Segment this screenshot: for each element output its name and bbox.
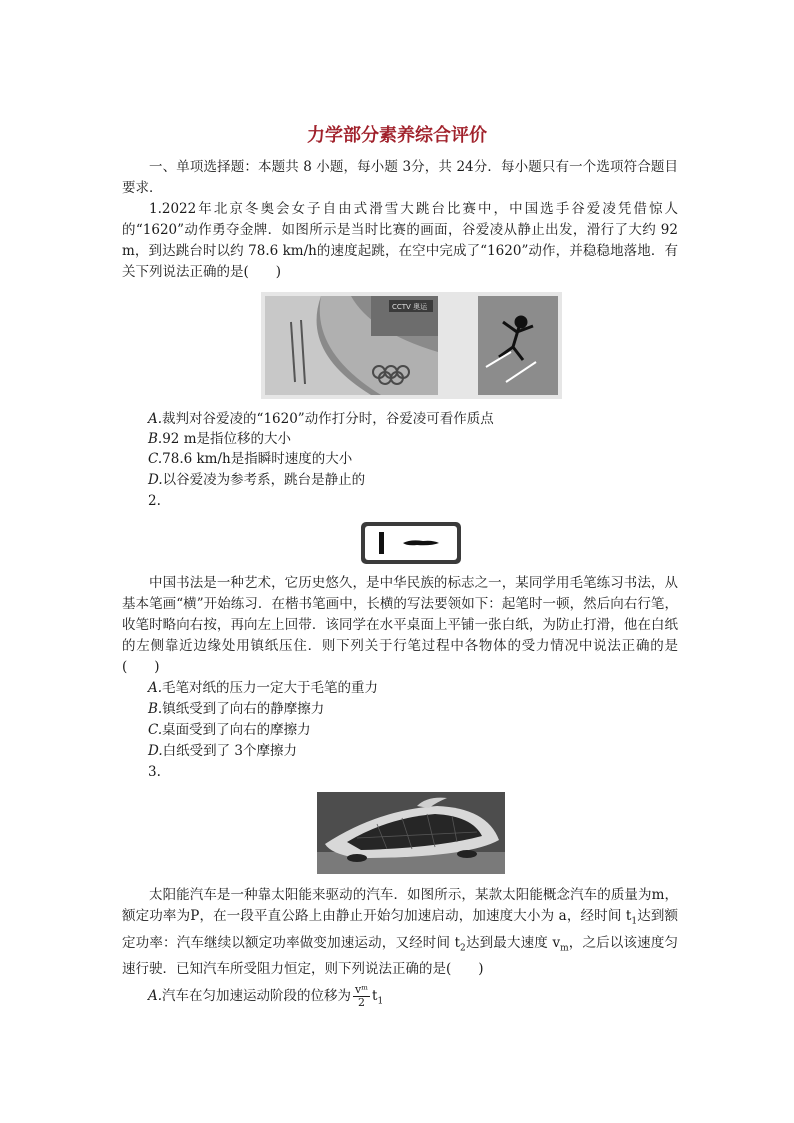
- question-3-number: 3.: [148, 764, 161, 780]
- q3-option-a[interactable]: A.汽车在匀加速运动阶段的位移为 $\frac{\text{vᵐ}}{2}$ $t_1$: [148, 983, 384, 1009]
- velocity-fraction: $\frac{\text{vᵐ}}{2}$: [355, 983, 369, 1009]
- page-title: 力学部分素养综合评价: [307, 125, 487, 146]
- ski-jump-photo-icon: [261, 292, 562, 399]
- section-header: 一、单项选择题：本题共 8 小题，每小题 3分，共 24分．每小题只有一个选项符合题目要求．: [122, 159, 678, 196]
- q1-option-b[interactable]: B.92 m是指位移的大小: [148, 431, 291, 447]
- q2-option-a[interactable]: A.毛笔对纸的压力一定大于毛笔的重力: [148, 680, 379, 696]
- q2-option-b[interactable]: B.镇纸受到了向右的静摩擦力: [148, 701, 325, 717]
- q1-option-d[interactable]: D.以谷爱凌为参考系，跳台是静止的: [148, 472, 366, 488]
- solar-car-figure: [317, 792, 505, 874]
- calligraphy-figure: [361, 522, 461, 564]
- brush-stroke-icon: [361, 522, 461, 564]
- broadcast-caption: CCTV 奥运: [392, 303, 428, 311]
- ski-jump-figure: [261, 292, 562, 399]
- q2-option-d[interactable]: D.白纸受到了 3个摩擦力: [148, 743, 298, 759]
- q1-option-a[interactable]: A.裁判对谷爱凌的“1620”动作打分时，谷爱凌可看作质点: [148, 411, 494, 427]
- question-1-stem: 1.2022年北京冬奥会女子自由式滑雪大跳台比赛中，中国选手谷爱凌凭借惊人的“1620”动作勇夺金牌．如图所示是当时比赛的画面，谷爱凌从静止出发，滑行了大约 92 m，到达跳台时以约 78.6 km/h的速度起跳，在空中完成了“1620”动作，并稳稳地落地．有关下列说法正确的是( ): [122, 201, 678, 280]
- question-2-number: 2.: [148, 493, 161, 509]
- q1-option-c[interactable]: C.78.6 km/h是指瞬时速度的大小: [148, 451, 353, 467]
- question-2-stem: 中国书法是一种艺术，它历史悠久，是中华民族的标志之一，某同学用毛笔练习书法，从基本笔画“横”开始练习．在楷书笔画中，长横的写法要领如下：起笔时一顿，然后向右行笔，收笔时略向右按，再向左上回带．该同学在水平桌面上平铺一张白纸，为防止打滑，他在白纸的左侧靠近边缘处用镇纸压住．则下列关于行笔过程中各物体的受力情况中说法正确的是( ): [122, 575, 678, 675]
- solar-car-photo-icon: [317, 792, 505, 874]
- question-3-stem: 太阳能汽车是一种靠太阳能来驱动的汽车．如图所示，某款太阳能概念汽车的质量为m，额定功率为P，在一段平直公路上由静止开始匀加速启动，加速度大小为 a，经时间 $t_1$达到额定功率：汽车继续以额定功率做变加速运动，又经时间 $t_2$达到最大速度 $v_m$，之后以该速度匀速行驶．已知汽车所受阻力恒定，则下列说法正确的是( ): [122, 887, 679, 978]
- q2-option-c[interactable]: C.桌面受到了向右的摩擦力: [148, 722, 311, 738]
